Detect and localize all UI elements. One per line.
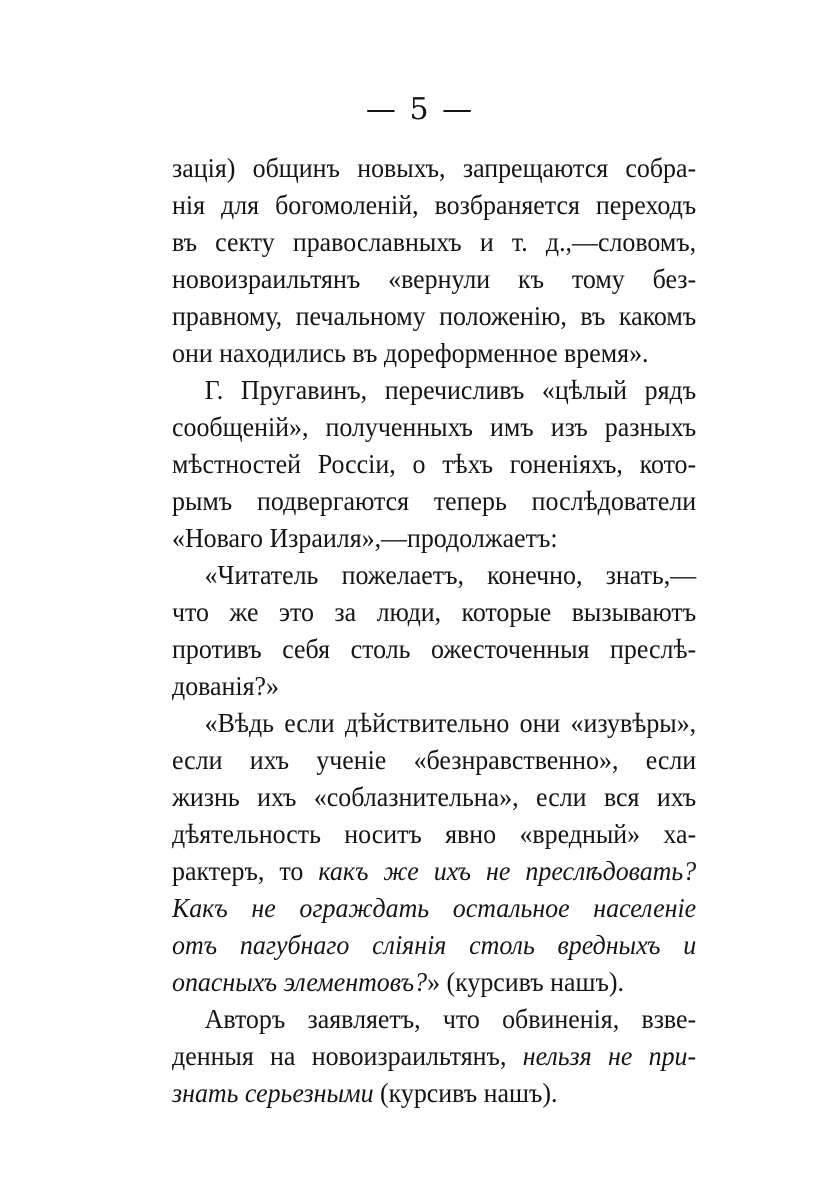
text-run: мѣстностей Россіи, о тѣхъ гоненіяхъ, кото- xyxy=(172,449,697,479)
body-text xyxy=(172,150,696,1112)
text-line xyxy=(172,668,696,705)
text-line xyxy=(172,187,696,224)
text-run: что же это за люди, которые вызываютъ xyxy=(172,597,697,627)
text-run: Г. Пругавинъ, перечисливъ «цѣлый рядъ xyxy=(204,375,697,405)
text-line xyxy=(172,335,696,372)
page-number: — 5 — xyxy=(365,92,475,127)
text-line xyxy=(172,853,696,890)
italic-text: какъ же ихъ не преслѣдовать? xyxy=(318,856,697,886)
italic-text: знать серьезными xyxy=(172,1078,374,1108)
text-run: если ихъ ученіе «безнравственно», если xyxy=(172,745,697,775)
text-run: дѣятельность носитъ явно «вредный» ха- xyxy=(172,819,697,849)
text-run: новоизраильтянъ «вернули къ тому без- xyxy=(172,264,697,294)
text-line xyxy=(172,557,696,594)
text-line xyxy=(172,779,696,816)
text-run: рактеръ, то xyxy=(172,856,319,886)
text-run: «Читатель пожелаетъ, конечно, знать,— xyxy=(204,560,697,590)
paragraph xyxy=(172,557,696,705)
paragraph xyxy=(172,705,696,1001)
text-run: зація) общинъ новыхъ, запрещаются собра- xyxy=(172,153,697,183)
text-line xyxy=(172,150,696,187)
text-run: правному, печальному положенію, въ какомъ xyxy=(172,301,697,331)
text-run: въ секту православныхъ и т. д.,—словомъ, xyxy=(172,227,697,257)
paragraph xyxy=(172,372,696,557)
text-line xyxy=(172,1075,696,1112)
text-run: рымъ подвергаются теперь послѣдователи xyxy=(172,486,697,516)
paragraph xyxy=(172,150,696,372)
text-line xyxy=(172,1001,696,1038)
text-line xyxy=(172,742,696,779)
italic-text: отъ пагубнаго сліянія столь вредныхъ и xyxy=(172,930,697,960)
text-run: они находились въ дореформенное время». xyxy=(172,338,649,368)
italic-text: опасныхъ элементовъ? xyxy=(172,967,428,997)
text-line xyxy=(172,409,696,446)
text-run: жизнь ихъ «соблазнительна», если вся ихъ xyxy=(172,782,697,812)
text-run: противъ себя столь ожесточенныя преслѣ- xyxy=(172,634,697,664)
text-line xyxy=(172,705,696,742)
text-line xyxy=(172,816,696,853)
text-line xyxy=(172,964,696,1001)
text-run: «Вѣдь если дѣйствительно они «изувѣры», xyxy=(204,708,697,738)
text-line xyxy=(172,594,696,631)
text-line xyxy=(172,298,696,335)
text-line xyxy=(172,520,696,557)
text-run: » (курсивъ нашъ). xyxy=(427,967,625,997)
text-line xyxy=(172,1038,696,1075)
text-line xyxy=(172,446,696,483)
text-line xyxy=(172,372,696,409)
text-line xyxy=(172,261,696,298)
text-run: дованія?» xyxy=(172,671,280,701)
text-run: нія для богомоленій, возбраняется переходъ xyxy=(172,190,697,220)
paragraph xyxy=(172,1001,696,1112)
text-run: (курсивъ нашъ). xyxy=(373,1078,558,1108)
text-line xyxy=(172,483,696,520)
text-run: денныя на новоизраильтянъ, xyxy=(172,1041,523,1071)
text-line xyxy=(172,631,696,668)
text-line xyxy=(172,224,696,261)
text-line xyxy=(172,927,696,964)
text-run: Авторъ заявляетъ, что обвиненія, взве- xyxy=(204,1004,697,1034)
text-run: сообщеній», полученныхъ имъ изъ разныхъ xyxy=(172,412,697,442)
italic-text: Какъ не ограждать остальное населеніе xyxy=(172,893,697,923)
text-run: «Новаго Израиля»,—продолжаетъ: xyxy=(172,523,558,553)
italic-text: нельзя не при- xyxy=(522,1041,697,1071)
text-line xyxy=(172,890,696,927)
